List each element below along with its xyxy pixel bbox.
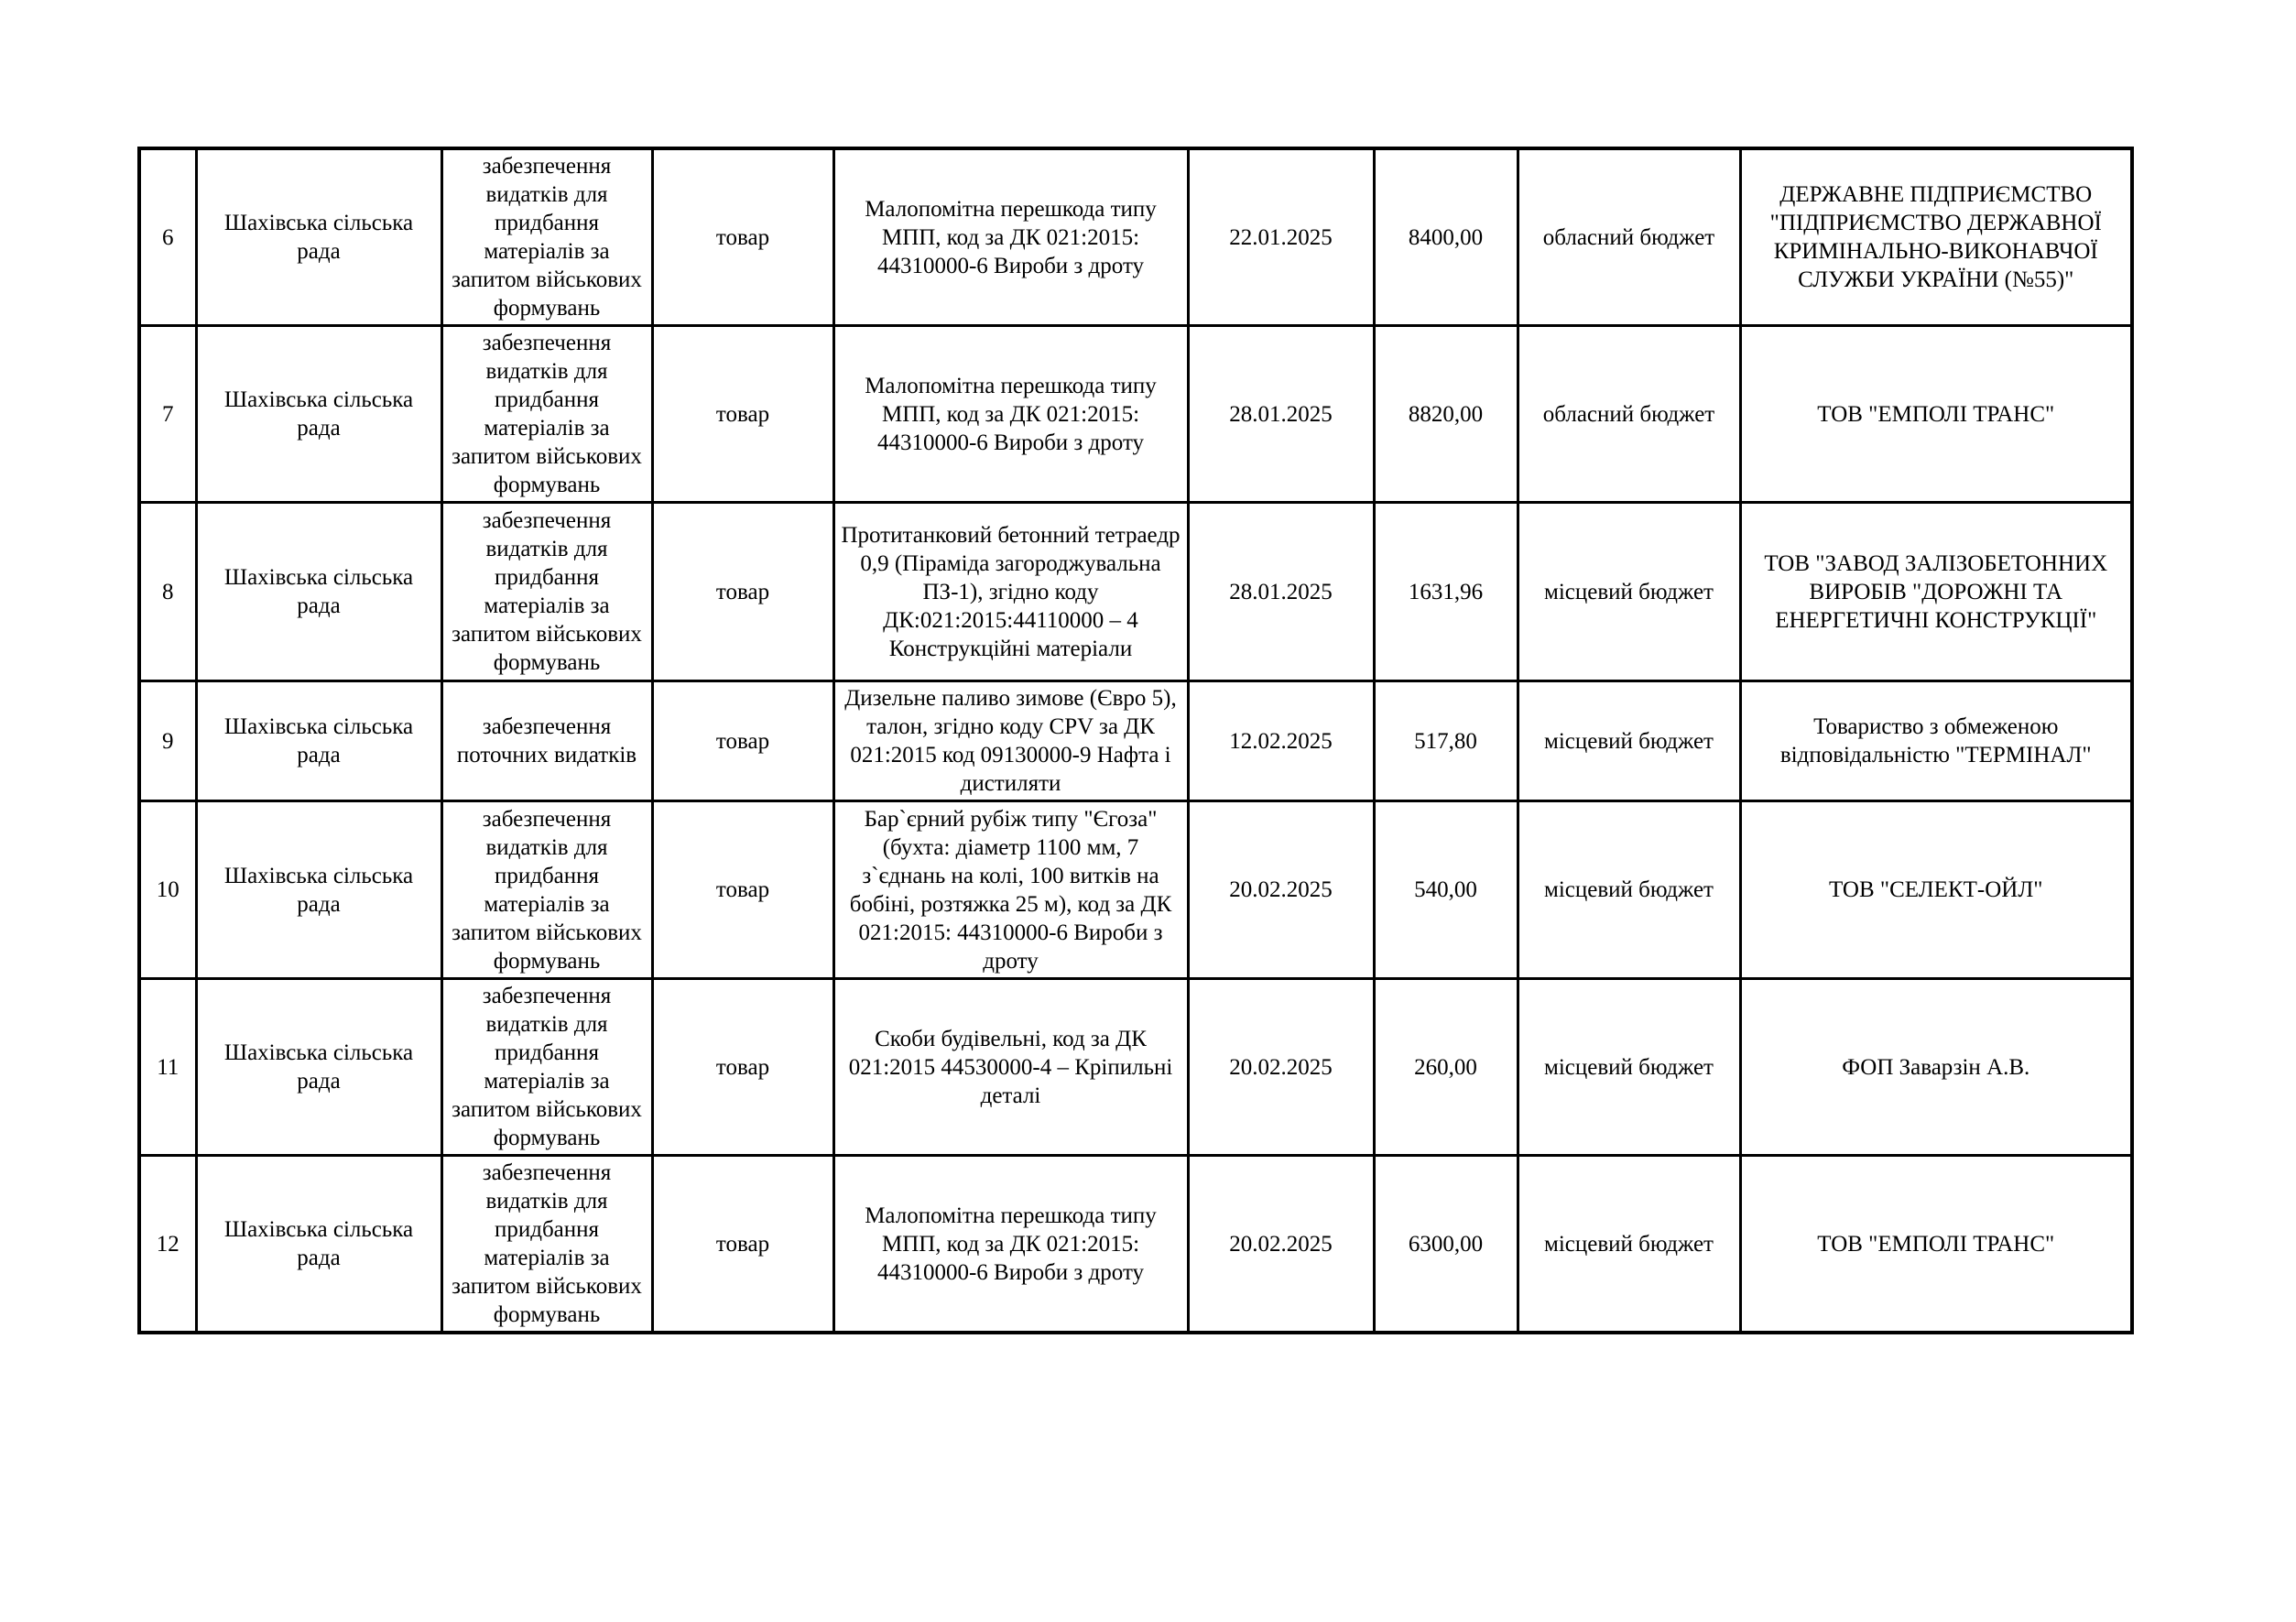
cell-customer: Шахівська сільська рада: [196, 148, 441, 326]
cell-row-number: 12: [139, 1156, 196, 1334]
cell-budget: місцевий бюджет: [1518, 1156, 1740, 1334]
cell-supplier: ТОВ "ЕМПОЛІ ТРАНС": [1740, 1156, 2132, 1334]
cell-date: 20.02.2025: [1188, 979, 1374, 1156]
cell-customer: Шахівська сільська рада: [196, 1156, 441, 1334]
cell-type: товар: [652, 1156, 833, 1334]
cell-supplier: ДЕРЖАВНЕ ПІДПРИЄМСТВО "ПІДПРИЄМСТВО ДЕРЖАВНОЇ КРИМІНАЛЬНО-ВИКОНАВЧОЇ СЛУЖБИ УКРАЇНИ (№55)": [1740, 148, 2132, 326]
cell-purpose: забезпечення видатків для придбання матеріалів за запитом військових формувань: [441, 1156, 652, 1334]
cell-type: товар: [652, 326, 833, 503]
cell-item-description: Протитанковий бетонний тетраедр 0,9 (Піраміда загороджувальна ПЗ-1), згідно коду ДК:021:2015:44110000 – 4 Конструкційні матеріали: [833, 503, 1188, 681]
cell-supplier: ФОП Заварзін А.В.: [1740, 979, 2132, 1156]
cell-item-description: Малопомітна перешкода типу МПП, код за ДК 021:2015: 44310000-6 Вироби з дроту: [833, 1156, 1188, 1334]
cell-purpose: забезпечення видатків для придбання матеріалів за запитом військових формувань: [441, 801, 652, 979]
cell-purpose: забезпечення видатків для придбання матеріалів за запитом військових формувань: [441, 326, 652, 503]
cell-purpose: забезпечення поточних видатків: [441, 681, 652, 801]
table-row: [139, 801, 2132, 979]
cell-supplier: ТОВ "СЕЛЕКТ-ОЙЛ": [1740, 801, 2132, 979]
cell-item-description: Малопомітна перешкода типу МПП, код за ДК 021:2015: 44310000-6 Вироби з дроту: [833, 326, 1188, 503]
table-row: [139, 1156, 2132, 1334]
cell-supplier: ТОВ "ЗАВОД ЗАЛІЗОБЕТОННИХ ВИРОБІВ "ДОРОЖНІ ТА ЕНЕРГЕТИЧНІ КОНСТРУКЦІЇ": [1740, 503, 2132, 681]
cell-budget: місцевий бюджет: [1518, 503, 1740, 681]
cell-customer: Шахівська сільська рада: [196, 801, 441, 979]
cell-customer: Шахівська сільська рада: [196, 681, 441, 801]
cell-customer: Шахівська сільська рада: [196, 326, 441, 503]
cell-customer: Шахівська сільська рада: [196, 503, 441, 681]
cell-purpose: забезпечення видатків для придбання матеріалів за запитом військових формувань: [441, 148, 652, 326]
cell-row-number: 6: [139, 148, 196, 326]
table-row: [139, 148, 2132, 326]
cell-budget: обласний бюджет: [1518, 148, 1740, 326]
cell-type: товар: [652, 148, 833, 326]
cell-supplier: Товариство з обмеженою відповідальністю "ТЕРМІНАЛ": [1740, 681, 2132, 801]
table-row: [139, 503, 2132, 681]
cell-budget: обласний бюджет: [1518, 326, 1740, 503]
cell-row-number: 11: [139, 979, 196, 1156]
cell-date: 28.01.2025: [1188, 503, 1374, 681]
cell-amount: 6300,00: [1374, 1156, 1518, 1334]
cell-budget: місцевий бюджет: [1518, 801, 1740, 979]
cell-budget: місцевий бюджет: [1518, 979, 1740, 1156]
procurement-table: [137, 147, 2134, 1334]
cell-date: 20.02.2025: [1188, 801, 1374, 979]
cell-amount: 540,00: [1374, 801, 1518, 979]
cell-item-description: Малопомітна перешкода типу МПП, код за ДК 021:2015: 44310000-6 Вироби з дроту: [833, 148, 1188, 326]
table-row: [139, 681, 2132, 801]
cell-row-number: 10: [139, 801, 196, 979]
cell-budget: місцевий бюджет: [1518, 681, 1740, 801]
cell-amount: 8400,00: [1374, 148, 1518, 326]
cell-row-number: 7: [139, 326, 196, 503]
cell-item-description: Бар`єрний рубіж типу "Єгоза" (бухта: діаметр 1100 мм, 7 з`єднань на колі, 100 витків на бобіні, розтяжка 25 м), код за ДК 021:2015: 44310000-6 Вироби з дроту: [833, 801, 1188, 979]
cell-purpose: забезпечення видатків для придбання матеріалів за запитом військових формувань: [441, 979, 652, 1156]
cell-purpose: забезпечення видатків для придбання матеріалів за запитом військових формувань: [441, 503, 652, 681]
cell-row-number: 8: [139, 503, 196, 681]
cell-date: 28.01.2025: [1188, 326, 1374, 503]
cell-item-description: Дизельне паливо зимове (Євро 5), талон, згідно коду CPV за ДК 021:2015 код 09130000-9 Нафта і дистиляти: [833, 681, 1188, 801]
cell-date: 22.01.2025: [1188, 148, 1374, 326]
cell-type: товар: [652, 681, 833, 801]
cell-amount: 517,80: [1374, 681, 1518, 801]
cell-supplier: ТОВ "ЕМПОЛІ ТРАНС": [1740, 326, 2132, 503]
cell-item-description: Скоби будівельні, код за ДК 021:2015 44530000-4 – Кріпильні деталі: [833, 979, 1188, 1156]
cell-customer: Шахівська сільська рада: [196, 979, 441, 1156]
cell-type: товар: [652, 503, 833, 681]
cell-row-number: 9: [139, 681, 196, 801]
cell-amount: 1631,96: [1374, 503, 1518, 681]
cell-amount: 260,00: [1374, 979, 1518, 1156]
table-row: [139, 326, 2132, 503]
cell-type: товар: [652, 801, 833, 979]
cell-amount: 8820,00: [1374, 326, 1518, 503]
cell-type: товар: [652, 979, 833, 1156]
cell-date: 12.02.2025: [1188, 681, 1374, 801]
table-row: [139, 979, 2132, 1156]
cell-date: 20.02.2025: [1188, 1156, 1374, 1334]
